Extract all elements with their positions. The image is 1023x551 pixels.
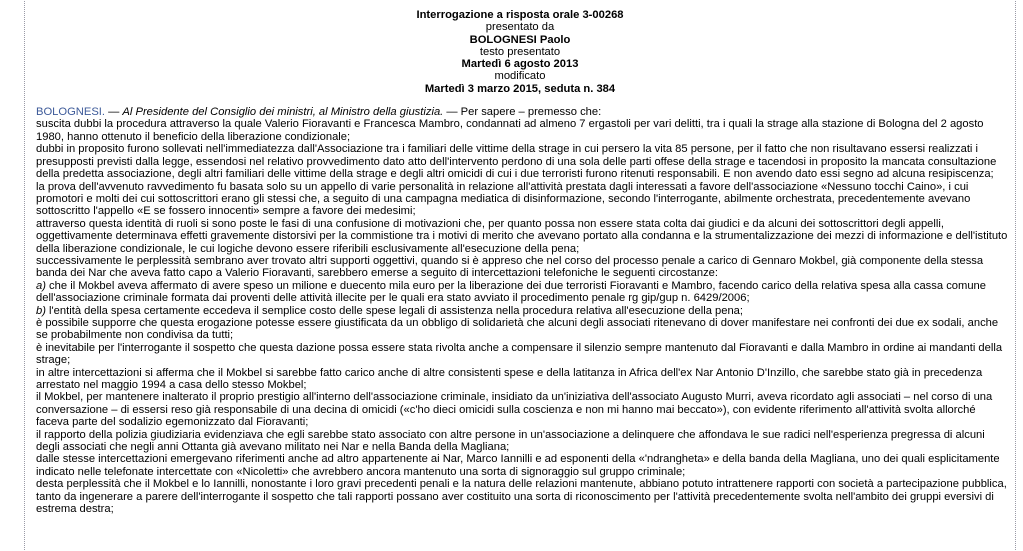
body-paragraph: attraverso questa identità di ruoli si sono poste le fasi di una confusione di motivazioni che, per quanto possa non essere stata colta dai giudici e da alcuni dei sottoscrittori degli appelli, oggettivamente determinava effetti gravemente distorsivi per la commistione tra i motivi di merito che avevano portato alla condanna e la strumentalizzazione dei mezzi di informazione e dell'istituto della liberazione condizionale, le cui logiche devono essere riferibili esclusivamente all'esecuzione della pena;: [36, 217, 1008, 255]
document-header: [25, 9, 1015, 95]
text-presented-label: testo presentato: [479, 45, 561, 58]
body-paragraph: desta perplessità che il Mokbel e lo Iannilli, nonostante i loro gravi precedenti penali e la natura delle relazioni mantenute, abbiano potuto intrattenere rapporti con società a partecipazione pubblica, tanto da ingenerare a parere dell'interrogante il sospetto che tali rapporti possano aver costituito una sorta di riconoscimento per l'attività precedentemente svolta nell'ambito dei gruppi eversivi di estrema destra;: [36, 478, 1007, 516]
intro-dash: —: [105, 106, 123, 119]
body-paragraph: il Mokbel, per mantenere inalterato il proprio prestigio all'interno dell'associazione criminale, insidiato da un'iniziativa dell'associato Augusto Murri, aveva ricordato agli associati – nel corso di una conversazione – di essersi reso già responsabile di una decina di omicidi («c'ho dieci omicidi sulla coscienza e non mi hanno mai beccato»), con evidente riferimento all'attività svolta allorché faceva parte del sodalizio egemonizzato dal Fioravanti;: [36, 391, 993, 429]
list-marker-b: b): [36, 304, 46, 317]
document-body: [25, 106, 1015, 515]
document-title: Interrogazione a risposta orale 3-00268: [416, 9, 624, 21]
intro-rest: — Per sapere – premesso che:: [443, 106, 602, 119]
author-name: BOLOGNESI Paolo: [469, 33, 571, 46]
intro-paragraph: [36, 106, 1009, 118]
document-frame: [24, 0, 1016, 551]
list-text-a: che il Mokbel aveva affermato di avere speso un milione e duecento mila euro per la liberazione dei due terroristi Fioravanti e Mambro, facendo carico della relativa spesa alla cassa comune dell'associazione criminale formata dai proventi delle attività illecite per le quali era stato avviato il procedimento penale rg gip/gup n. 6429/2006;: [36, 279, 986, 305]
modified-label: modificato: [494, 70, 546, 83]
body-paragraph: dalle stesse intercettazioni emergevano riferimenti anche ad altro appartenente ai Nar, Marco Iannilli e ad esponenti della «'ndrangheta» e della banda della Magliana, uno dei quali esplicitamente indicato nelle telefonate intercettate con «Nicoletti» che avrebbero ancora mantenuto una sorta di signoraggio sul gruppo criminale;: [36, 453, 1000, 478]
list-text-b: l'entità della spesa certamente eccedeva il semplice costo delle spese legali di assistenza nella procedura relativa all'esecuzione della pena;: [45, 304, 744, 317]
body-paragraph: successivamente le perplessità sembrano aver trovato altri supporti oggettivi, quando si è appreso che nel corso del processo penale a carico di Gennaro Mokbel, già componente della stessa banda dei Nar che aveva fatto capo a Valerio Fioravanti, sarebbero emerse a seguito di intercettazioni telefoniche le seguenti circostanze:: [36, 254, 984, 280]
body-paragraph: è inevitabile per l'interrogante il sospetto che questa dazione possa essere stata rivolta anche a compensare il silenzio sempre mantenuto dal Fioravanti e dalla Mambro in ordine ai mandanti della strage;: [36, 341, 1003, 367]
body-paragraph: dubbi in proposito furono sollevati nell'immediatezza dall'Associazione tra i familiari delle vittime della strage in cui persero la vita 85 persone, per il fatto che non risultavano essersi realizzati i presupposti previsti dalla legge, essendosi nel relativo provvedimento dato atto dell'intervento perdono di una sola delle parti offese della strage e tacendosi in proposito la mancata consultazione della predetta associazione, degli altri familiari delle vittime della strage e degli altri omicidi di cui i due terroristi furono ritenuti responsabili. E non avendo dato essi segno ad alcuna resipiscenza;: [36, 143, 997, 181]
intro-author-link[interactable]: BOLOGNESI.: [36, 106, 106, 119]
modified-date: Martedì 3 marzo 2015, seduta n. 384: [424, 82, 616, 95]
list-item-b: [36, 305, 1009, 317]
body-paragraph: in altre intercettazioni si afferma che il Mokbel si sarebbe fatto carico anche di altre consistenti spese e della latitanza in Africa dell'ex Nar Antonio D'Inzillo, che sarebbe stato già in precedenza arrestato nel maggio 1994 a casa dello stesso Mokbel;: [36, 366, 983, 392]
body-paragraph: il rapporto della polizia giudiziaria evidenziava che egli sarebbe stato associato con altre persone in un'associazione a delinquere che affondava le sue radici nell'esperienza pregressa di alcuni degli associati che negli anni Ottanta già avevano militato nei Nar e nella Banda della Magliana;: [36, 428, 985, 454]
body-paragraph: la prova dell'avvenuto ravvedimento fu basata solo su un appello di varie personalità in relazione all'attività prestata dagli interessati a favore dell'associazione «Nessuno tocchi Caino», i cui promotori e molti dei cui sottoscrittori erano gli stessi che, a seguito di una campagna mediatica di disinformazione, secondo l'interrogante, abilmente orchestrata, precedentemente avevano sottoscritto l'appello «E se fossero innocenti» sempre a favore dei medesimi;: [36, 180, 971, 218]
list-item-a: [36, 280, 1009, 305]
presented-date: Martedì 6 agosto 2013: [461, 58, 579, 71]
intro-addressee: Al Presidente del Consiglio dei ministri, al Ministro della giustizia.: [122, 106, 444, 119]
list-marker-a: a): [36, 279, 46, 292]
body-paragraph: suscita dubbi la procedura attraverso la quale Valerio Fioravanti e Francesca Mambro, condannati ad almeno 7 ergastoli per vari delitti, tra i quali la strage alla stazione di Bologna del 2 agosto 1980, hanno ottenuto il beneficio della liberazione condizionale;: [36, 118, 984, 143]
presented-by-label: presentato da: [485, 21, 555, 34]
body-paragraph: è possibile supporre che questa erogazione potesse essere giustificata da un obbligo di solidarietà che alcuni degli associati ritenevano di dover manifestare nei confronti dei due ex sodali, anche se probabilmente non condivisa da tutti;: [36, 316, 999, 342]
